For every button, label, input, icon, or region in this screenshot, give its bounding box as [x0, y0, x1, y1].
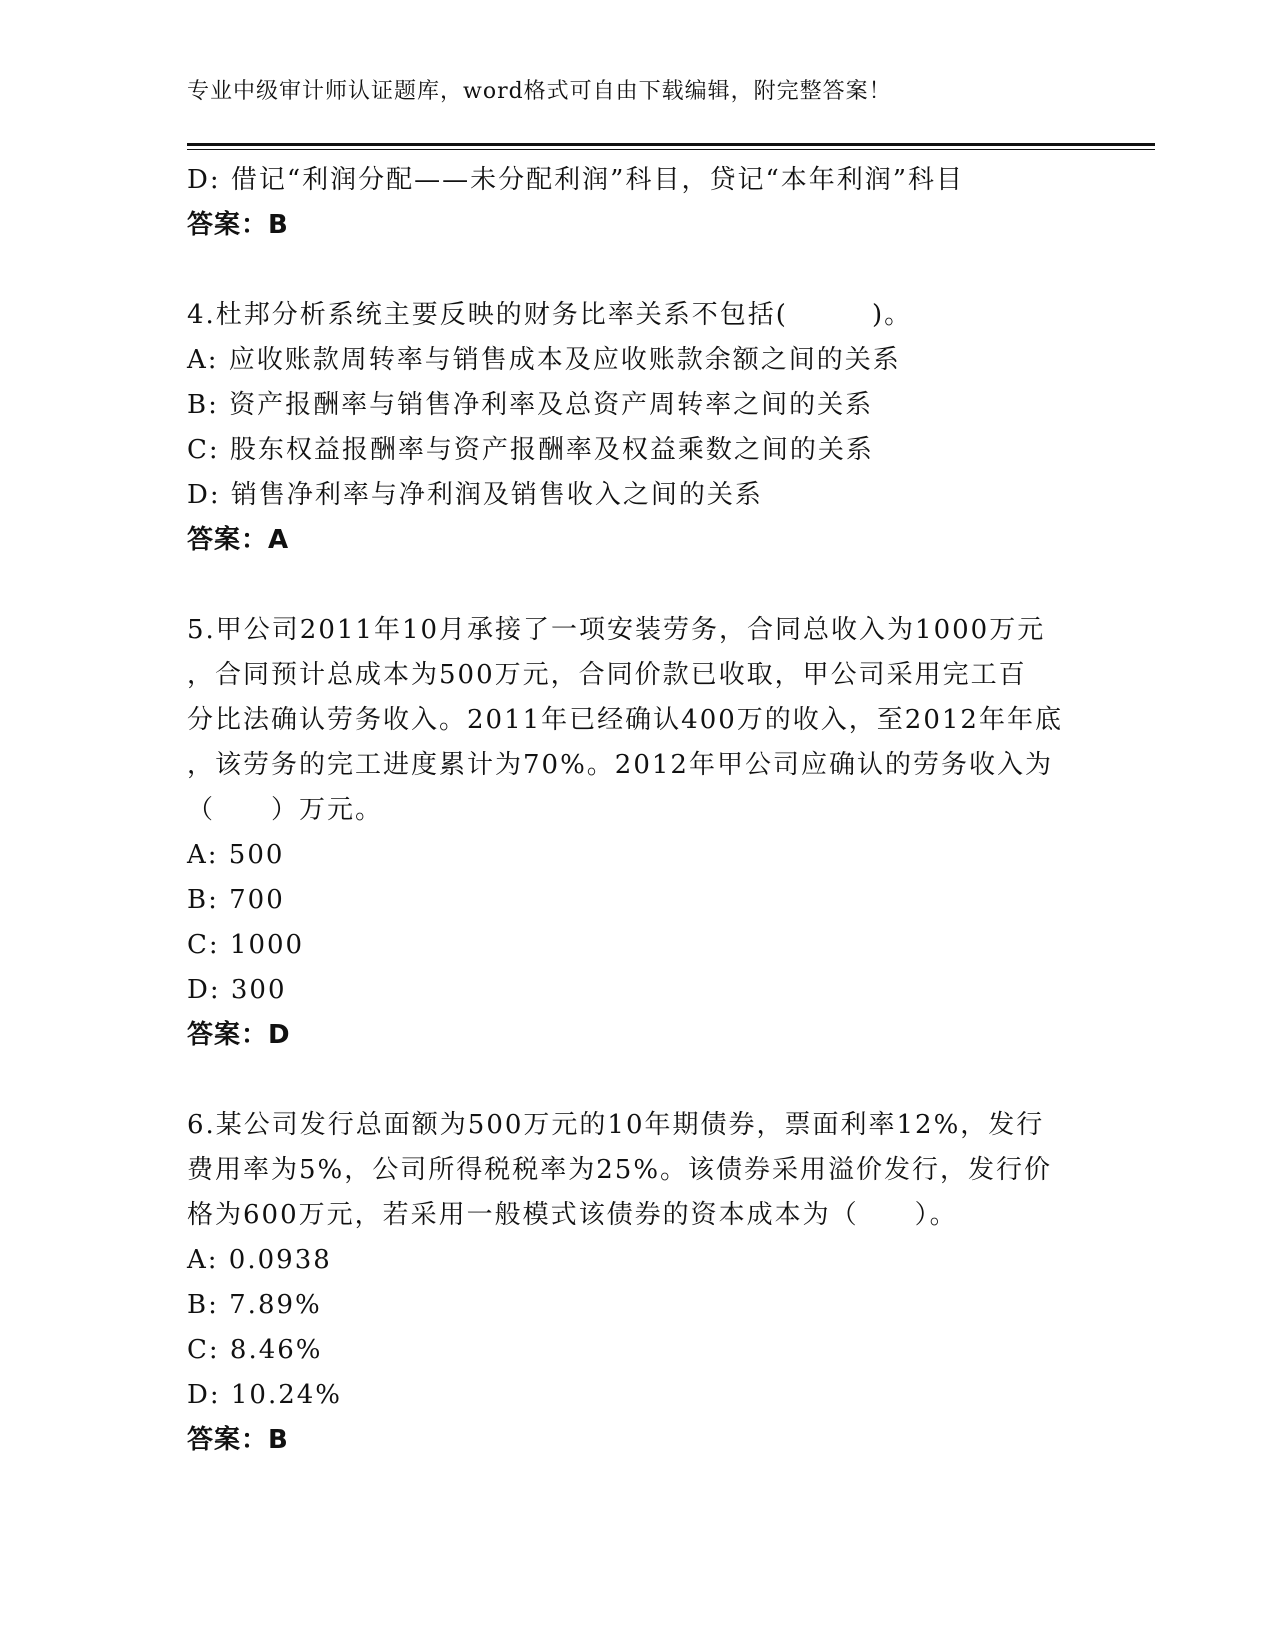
spacer: [187, 1058, 1087, 1103]
option-d: D: 借记“利润分配——未分配利润”科目，贷记“本年利润”科目: [187, 165, 965, 195]
answer-line: 答案：B: [187, 1425, 289, 1455]
spacer: [187, 248, 1087, 293]
prev-question-block: [187, 158, 1087, 248]
header-rule-thin: [187, 149, 1155, 150]
option-c: C: 1000: [187, 930, 305, 960]
option-d: D: 销售净利率与净利润及销售收入之间的关系: [187, 480, 763, 510]
option-a: A: 500: [187, 840, 285, 870]
document-body: [187, 158, 1087, 1463]
question-stem-line: 5.甲公司2011年10月承接了一项安装劳务，合同总收入为1000万元: [187, 615, 1046, 645]
question-stem-line: 分比法确认劳务收入。2011年已经确认400万的收入，至2012年年底: [187, 705, 1063, 735]
question-stem-line: ，合同预计总成本为500万元，合同价款已收取，甲公司采用完工百: [187, 660, 1027, 690]
option-b: B: 7.89%: [187, 1290, 322, 1320]
option-b: B: 700: [187, 885, 285, 915]
question-stem-line: ，该劳务的完工进度累计为70%。2012年甲公司应确认的劳务收入为: [187, 750, 1053, 780]
option-c: C: 股东权益报酬率与资产报酬率及权益乘数之间的关系: [187, 435, 874, 465]
question-stem: 4.杜邦分析系统主要反映的财务比率关系不包括( )。: [187, 300, 913, 330]
option-a: A: 应收账款周转率与销售成本及应收账款余额之间的关系: [187, 345, 901, 375]
option-c: C: 8.46%: [187, 1335, 323, 1365]
question-stem-line: 格为600万元，若采用一般模式该债券的资本成本为（ ）。: [187, 1200, 958, 1230]
question-stem-line: 费用率为5%，公司所得税税率为25%。该债券采用溢价发行，发行价: [187, 1155, 1053, 1185]
answer-line: 答案：D: [187, 1020, 291, 1050]
option-b: B: 资产报酬率与销售净利率及总资产周转率之间的关系: [187, 390, 874, 420]
option-d: D: 10.24%: [187, 1380, 343, 1410]
question-4: [187, 293, 1087, 563]
answer-line: 答案：B: [187, 210, 289, 240]
question-stem-line: 6.某公司发行总面额为500万元的10年期债券，票面利率12%，发行: [187, 1110, 1045, 1140]
question-5: [187, 608, 1087, 1058]
header-rule-thick: [187, 143, 1155, 146]
question-6: [187, 1103, 1087, 1463]
option-a: A: 0.0938: [187, 1245, 332, 1275]
answer-line: 答案：A: [187, 525, 290, 555]
spacer: [187, 563, 1087, 608]
header-text: 专业中级审计师认证题库，word格式可自由下载编辑，附完整答案！: [187, 79, 892, 104]
question-stem-line: （ ）万元。: [187, 795, 384, 825]
option-d: D: 300: [187, 975, 287, 1005]
